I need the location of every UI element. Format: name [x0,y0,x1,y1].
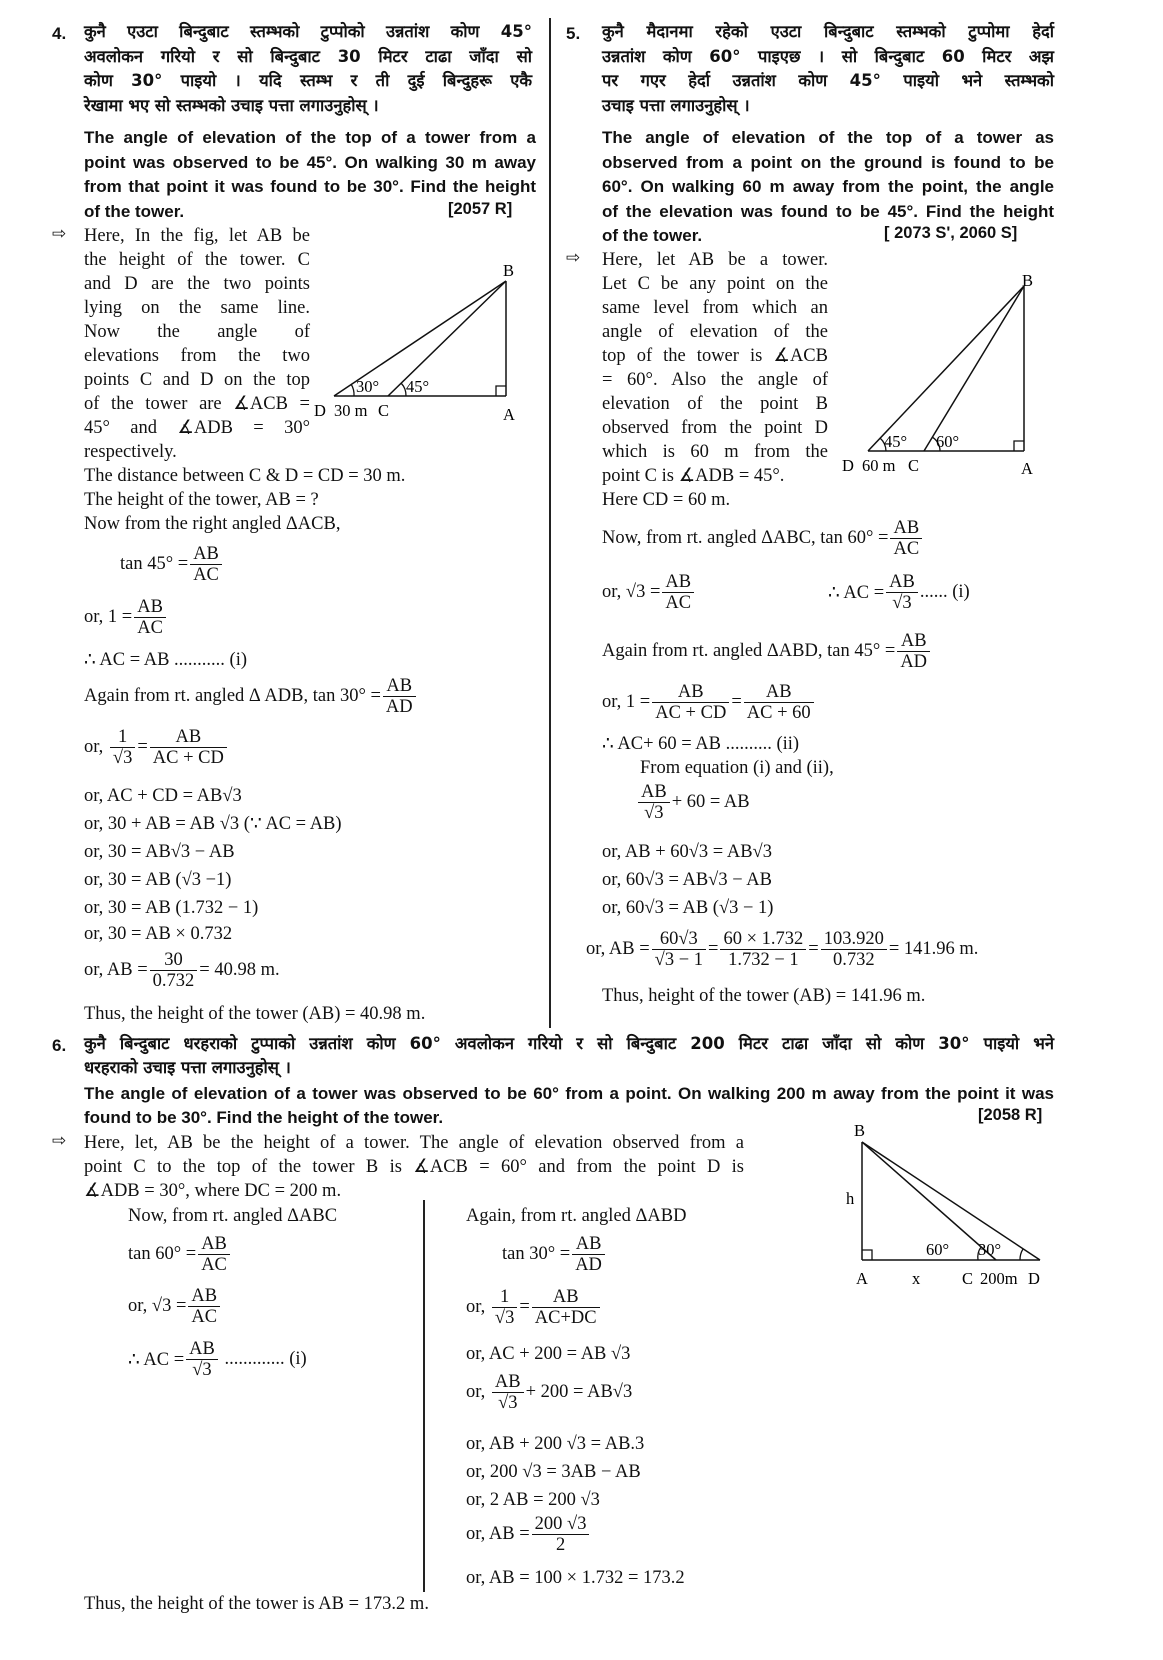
q5-number: 5. [566,24,581,43]
fraction [572,1234,605,1275]
denominator: √3 [644,803,664,823]
q4-intro-line: points C and D on the top [84,370,310,390]
q6-point-a: A [856,1269,868,1288]
q6-english-line: found to be 30°. Find the height of the tower. [84,1108,444,1127]
fraction [638,782,670,823]
fraction [492,1372,524,1413]
q6-nepali-line: धरहराको उचाइ पत्ता लगाउनुहोस् । [84,1058,291,1077]
q5-step [602,631,932,672]
q5-text: Now, from rt. angled ΔABC, tan 60° = [602,528,889,548]
q5-angle-label-c: 60° [936,432,960,451]
q6-right-step: or, AB + 200 √3 = AB.3 [466,1434,645,1454]
q4-exam-ref: [2057 R] [448,199,513,218]
q6-nepali-line: कुनै बिन्दुबाट धरहराको टुप्पाको उन्नतांश कोण 60° अवलोकन गरियो र सो बिन्दुबाट 200 मिटर टाढा जाँदा सो कोण 30° पाइयो भने [84,1034,1054,1053]
q5-nepali-line: कुनै मैदानमा रहेको एउटा बिन्दुबाट स्तम्भको टुप्पोमा हेर्दा [602,22,1054,41]
q5-text: or, 1 = [602,692,651,712]
numerator: 103.920 [821,929,887,950]
q4-text: or, [84,737,104,757]
fraction [652,682,729,723]
q5-english-line: of the tower. [602,226,703,245]
q5-exam-ref: [ 2073 S', 2060 S] [884,224,1018,242]
fraction [150,727,227,768]
q6-tower-diagram [840,1120,1065,1295]
denominator: AC+DC [534,1308,597,1328]
fraction [532,1287,600,1328]
fraction [198,1234,230,1275]
q4-point-a: A [503,405,515,424]
fraction [188,1286,220,1327]
denominator: AC [137,618,163,638]
q4-intro-line: and D are the two points [84,274,310,294]
fraction [492,1287,517,1328]
q5-intro-line: = 60°. Also the angle of [602,370,828,390]
q5-cd-line: Here CD = 60 m. [602,490,731,510]
q4-number: 4. [52,24,67,43]
q4-triangle-line: Now from the right angled ΔACB, [84,514,341,534]
q4-english-line: point was observed to be 45°. On walking 30 m away [84,152,536,172]
q4-angle-label-d: 30° [356,377,380,396]
q5-step: or, AB + 60√3 = AB√3 [602,842,772,862]
q4-point-d: D [314,401,326,420]
q6-intro-line: Here, let, AB be the height of a tower. The angle of elevation observed from a [84,1133,744,1153]
numerator: AB [190,544,222,565]
numerator: AB [744,682,814,703]
q4-intro-line: Here, In the fig, let AB be [84,226,310,246]
q5-angle-label-d: 45° [884,432,908,451]
q5-step: or, 60√3 = AB (√3 − 1) [602,898,774,918]
q6-left-step [128,1234,232,1275]
q6-right-step [466,1372,632,1413]
q4-english-line: from that point it was found to be 30°. Find the height [84,177,536,196]
fraction [110,727,135,768]
q4-distance-line: The distance between C & D = CD = 30 m. [84,466,406,486]
numerator: AB [198,1234,230,1255]
q4-text: or, AB = [84,960,148,980]
q6-text: + 200 = AB√3 [525,1382,633,1402]
q6-angle-label-d: 30° [978,1240,1002,1259]
denominator: 1.732 − 1 [728,950,799,970]
q6-english-line: The angle of elevation of a tower was observed to be 60° from a point. On walking 200 m away from the point it was [84,1084,1054,1103]
q4-distance-label: 30 m [334,401,368,420]
q4-tower-diagram [314,258,530,428]
q5-intro-line: which is 60 m from the [602,442,828,462]
q5-step [602,572,696,613]
q6-right-step: or, 200 √3 = 3AB − AB [466,1462,641,1482]
q6-text: or, √3 = [128,1296,187,1316]
numerator: AB [662,572,694,593]
fraction [134,597,166,638]
numerator: 1 [492,1287,517,1308]
q5-intro-line: point C is ∡ADB = 45°. [602,466,785,486]
q4-intro-line: lying on the same line. [84,298,310,318]
q4-step: or, 30 = AB√3 − AB [84,842,235,862]
q6-text: tan 30° = [502,1244,571,1264]
q4-intro-line: Now the angle of [84,322,310,342]
solution-arrow-icon: ⇨ [566,248,581,268]
q5-text: = [708,939,719,959]
q6-text: tan 60° = [128,1244,197,1264]
q4-step [84,950,280,991]
q5-intro-line: Here, let AB be a tower. [602,250,828,270]
q6-point-d: D [1028,1269,1040,1288]
q5-nepali-line: उचाइ पत्ता लगाउनुहोस् । [602,95,750,115]
q5-text: = [808,939,819,959]
fraction [662,572,694,613]
q4-nepali-line: रेखामा भए सो स्तम्भको उचाइ पत्ता लगाउनुहोस् । [84,95,379,115]
denominator: AC [193,565,219,585]
q4-text: tan 45° = [120,554,189,574]
fraction [897,631,930,672]
fraction [150,950,198,991]
q4-step [84,676,418,717]
q4-nepali-line: कोण 30° पाइयो । यदि स्तम्भ र ती दुई बिन्दुहरू एकै [84,71,532,90]
numerator: AB [652,682,729,703]
q5-english-line: 60°. On walking 60 m away from the point, the angle [602,177,1054,196]
q4-intro-line: respectively. [84,442,177,462]
q6-right-step: Again, from rt. angled ΔABD [466,1206,687,1226]
denominator: √3 [498,1393,518,1413]
numerator: AB [383,676,416,697]
denominator: AC + 60 [746,703,811,723]
q6-text: or, [466,1297,486,1317]
q5-text: + 60 = AB [671,792,750,812]
denominator: √3 [192,1360,212,1380]
q6-right-step [466,1514,591,1555]
q4-text: = 40.98 m. [199,960,280,980]
numerator: AB [532,1287,600,1308]
q6-height-label: h [846,1189,855,1208]
q5-step: ∴ AC+ 60 = AB .......... (ii) [602,734,800,754]
q4-intro-line: elevations from the two [84,346,310,366]
q5-english-line: of the elevation was found to be 45°. Find the height [602,201,1054,221]
q5-intro-line: observed from the point D [602,418,828,438]
denominator: AC + CD [152,748,224,768]
q5-text: ...... (i) [919,582,970,602]
q6-right-step: or, AB = 100 × 1.732 = 173.2 [466,1568,685,1588]
q5-step [828,572,970,613]
q6-text: ............. (i) [224,1349,307,1369]
q6-right-step: or, AC + 200 = AB √3 [466,1344,631,1364]
numerator: AB [572,1234,605,1255]
numerator: AB [886,572,918,593]
q6-left-step [128,1339,307,1380]
denominator: AC [665,593,692,613]
q5-step: From equation (i) and (ii), [640,758,834,778]
q4-step: or, 30 = AB × 0.732 [84,924,233,944]
q6-right-step [502,1234,607,1275]
fraction [886,572,918,613]
q5-point-b: B [1022,271,1034,290]
numerator: AB [188,1286,220,1307]
q4-text: = [137,737,148,757]
q5-intro-line: top of the tower is ∡ACB [602,346,828,366]
numerator: 60 × 1.732 [720,929,806,950]
fraction [720,929,806,970]
q5-nepali-line: पर गएर हेर्दा उन्नतांश कोण 45° पाइयो भने स्तम्भको [602,71,1054,90]
q4-step: or, 30 + AB = AB √3 (∵ AC = AB) [84,814,342,834]
denominator: AC [893,539,920,559]
q5-intro-line: Let C be any point on the [602,274,828,294]
q5-intro-line: elevation of the point B [602,394,828,414]
fraction [652,929,706,970]
q5-text: or, AB [586,939,635,959]
denominator: AC [201,1255,227,1275]
q6-intro-line: ∡ADB = 30°, where DC = 200 m. [84,1181,342,1201]
q4-english-line: of the tower. [84,201,185,221]
q4-intro-line: 45° and ∡ADB = 30° [84,418,310,438]
q6-exam-ref: [2058 R] [978,1106,1043,1124]
numerator: AB [150,727,227,748]
fraction [383,676,416,717]
q5-english-line: The angle of elevation of the top of a tower as [602,128,1054,147]
numerator: 200 √3 [532,1514,590,1535]
numerator: 30 [150,950,198,971]
solution-arrow-icon: ⇨ [52,1131,67,1151]
q5-step [586,929,978,970]
numerator: AB [492,1372,524,1393]
q4-step: or, 30 = AB (1.732 − 1) [84,898,259,918]
q6-left-step [128,1286,222,1327]
q6-point-b: B [854,1121,866,1140]
q6-intro-line: point C to the top of the tower B is ∡ACB = 60° and from the point D is [84,1157,744,1177]
denominator: √3 [112,748,133,768]
q5-point-d: D [842,456,854,475]
q4-step [120,544,224,585]
q5-text: or, √3 = [602,582,661,602]
q4-step: ∴ AC = AB ........... (i) [84,650,248,670]
fraction [190,544,222,585]
q4-conclusion: Thus, the height of the tower (AB) = 40.98 m. [84,1004,426,1024]
q5-step: or, 60√3 = AB√3 − AB [602,870,772,890]
q4-step [84,597,168,638]
q4-intro-line: the height of the tower. C [84,250,310,270]
denominator: √3 [892,593,912,613]
column-divider [549,18,551,1028]
q6-text: = [519,1297,530,1317]
q6-right-step: or, 2 AB = 200 √3 [466,1490,600,1510]
q4-nepali-line: अवलोकन गरियो र सो बिन्दुबाट 30 मिटर टाढा जाँदा सो [84,46,532,66]
q6-distance-label: 200m [980,1269,1018,1288]
q5-text: = [639,939,650,959]
q4-nepali-line: कुनै एउटा बिन्दुबाट स्तम्भको टुप्पोको उन्नतांश कोण 45° [84,22,532,41]
q6-angle-label-c: 60° [926,1240,950,1259]
q5-distance-label: 60 m [862,456,896,475]
denominator: 0.732 [152,971,195,991]
numerator: AB [134,597,166,618]
denominator: AD [575,1255,602,1275]
q4-step: or, AC + CD = AB√3 [84,786,242,806]
q5-nepali-line: उन्नतांश कोण 60° पाइएछ । सो बिन्दुबाट 60 मिटर अझ [602,46,1054,66]
q5-intro-line: angle of elevation of the [602,322,828,342]
numerator: AB [638,782,670,803]
fraction [821,929,887,970]
fraction [744,682,814,723]
q5-point-a: A [1021,459,1033,478]
q6-base-label: x [912,1269,921,1288]
numerator: AB [890,518,922,539]
denominator: √3 − 1 [654,950,704,970]
q6-text: or, AB = [466,1524,530,1544]
denominator: AC [191,1307,218,1327]
q5-text: = [731,692,742,712]
denominator: 0.732 [832,950,875,970]
q6-number: 6. [52,1036,67,1055]
q4-point-b: B [503,261,515,280]
denominator: √3 [494,1308,515,1328]
q5-text: Again from rt. angled ΔABD, tan 45° = [602,641,896,661]
q6-text: ∴ AC = [128,1349,185,1370]
numerator: 1 [110,727,135,748]
q6-text: or, [466,1382,486,1402]
fraction [890,518,922,559]
numerator: 60√3 [652,929,706,950]
fraction [532,1514,590,1555]
numerator: AB [897,631,930,652]
denominator: 2 [555,1535,566,1555]
q5-point-c: C [908,456,920,475]
denominator: AD [900,652,928,672]
q5-conclusion: Thus, height of the tower (AB) = 141.96 m. [602,986,926,1006]
q6-right-step [466,1287,602,1328]
denominator: AC + CD [655,703,727,723]
q4-intro-line: of the tower are ∡ACB = [84,394,310,414]
q6-left-step: Now, from rt. angled ΔABC [128,1206,338,1226]
q4-text: or, 1 = [84,607,133,627]
q5-text: = 141.96 m. [888,939,979,959]
q6-column-divider [423,1200,425,1592]
q4-point-c: C [378,401,390,420]
q4-height-line: The height of the tower, AB = ? [84,490,319,510]
q6-conclusion: Thus, the height of the tower is AB = 173.2 m. [84,1594,429,1614]
q5-tower-diagram [836,262,1051,477]
q5-step [636,782,750,823]
denominator: AD [385,697,413,717]
q5-english-line: observed from a point on the ground is found to be [602,152,1054,172]
q6-point-c: C [962,1269,974,1288]
q4-step [84,727,229,768]
q4-text: Again from rt. angled Δ ADB, tan 30° = [84,686,381,706]
q5-intro-line: same level from which an [602,298,828,318]
solution-arrow-icon: ⇨ [52,224,67,244]
numerator: AB [186,1339,218,1360]
fraction [186,1339,218,1380]
q4-step: or, 30 = AB (√3 −1) [84,870,232,890]
q4-angle-label-c: 45° [406,377,430,396]
q5-text: ∴ AC = [828,582,885,603]
q5-step [602,682,816,723]
q5-step [602,518,924,559]
q4-english-line: The angle of elevation of the top of a tower from a [84,128,536,147]
